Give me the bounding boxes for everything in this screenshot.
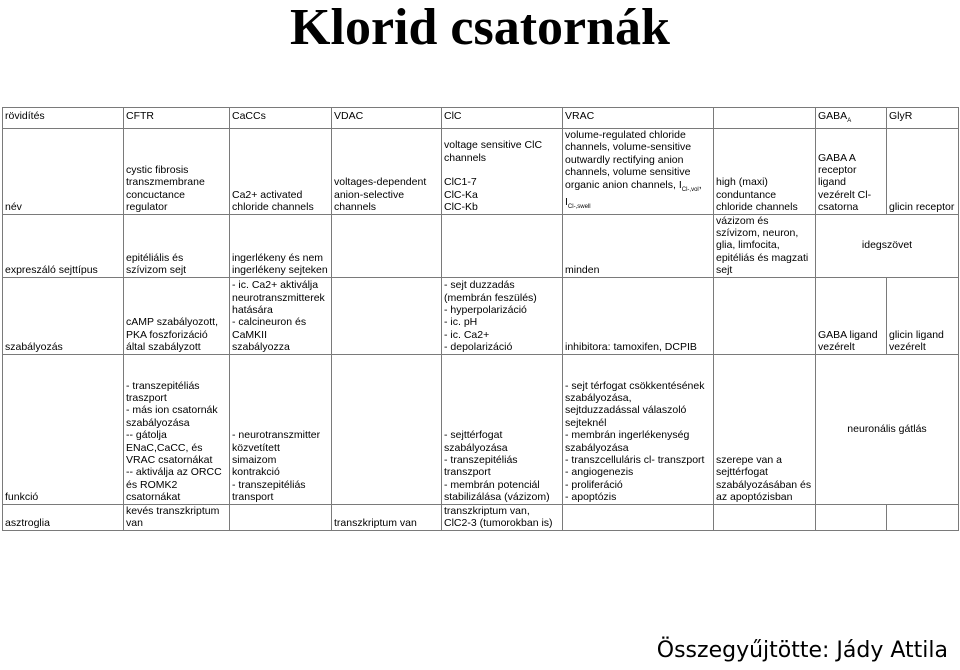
cell-vrac: - sejt térfogat csökkentésének szabályozása, sejtduzzadással válaszoló sejteknél - membrán ingerlékenység szabályozása - transzcelluláris cl- transzport - angiogenezis - proliferáció - apoptózis [563,354,714,504]
vrac-sub-swell: Cl-,swell [567,204,591,211]
author-credit: Összegyűjtötte: Jády Attila [656,638,948,663]
cell-clc: - sejt duzzadás (membrán feszülés) - hyperpolarizáció - ic. pH - ic. Ca2+ - depolarizáció [442,277,563,354]
header-empty [714,108,816,129]
cell-caccs: - neurotranszmitter közvetített simaizom kontrakció - transzepitéliás transport [230,354,332,504]
cell-gaba: GABA A receptor ligand vezérelt Cl- csatorna [816,129,887,215]
cell-cftr: cAMP szabályozott, PKA foszforizáció által szabályzott [124,277,230,354]
vrac-name: volume-regulated chloride channels, volume-sensitive outwardly rectifying anion channels, volume sensitive organic anion channels, I [565,129,692,191]
cell-gaba: GABA ligand vezérelt [816,277,887,354]
cell-vdac [332,277,442,354]
cell-cftr: cystic fibrosis transzmembrane concuctance regulator [124,129,230,215]
cell-maxi: szerepe van a sejttérfogat szabályozásában és az apoptózisban [714,354,816,504]
row-label: asztroglia [3,504,124,530]
vrac-sub-vol: Cl-,vol [681,186,699,193]
cell-caccs: - ic. Ca2+ aktiválja neurotranszmitterek hatására - calcineuron és CaMKII szabályozza [230,277,332,354]
header-clc: ClC [442,108,563,129]
cell-vrac [563,129,714,215]
cell-glyr [887,504,959,530]
gaba-label: GABA [818,110,848,122]
cell-gaba [816,504,887,530]
vrac-name-tail: , I [565,178,702,209]
cell-gaba-glyr: idegszövet [816,214,959,277]
cell-gaba-glyr: neuronális gátlás [816,354,959,504]
page-title: Klorid csatornák [290,0,670,56]
cell-vdac [332,354,442,504]
table-row-expr [3,214,959,277]
cell-vdac: transzkriptum van [332,504,442,530]
cell-clc [442,214,563,277]
header-rovidites: rövidítés [3,108,124,129]
cell-maxi [714,277,816,354]
header-glyr: GlyR [887,108,959,129]
header-caccs: CaCCs [230,108,332,129]
cell-vdac [332,214,442,277]
cell-caccs: Ca2+ activated chloride channels [230,129,332,215]
header-row [3,108,959,129]
chloride-channel-table [2,107,959,531]
cell-cftr: epitéliális és szívizom sejt [124,214,230,277]
cell-clc: - sejttérfogat szabályozása - transzepitéliás transzport - membrán potenciál stabilizálása (vázizom) [442,354,563,504]
table-row-funk [3,354,959,504]
cell-cftr: kevés transzkriptum van [124,504,230,530]
cell-vrac: minden [563,214,714,277]
row-label: funkció [3,354,124,504]
cell-glyr: glicin ligand vezérelt [887,277,959,354]
cell-vrac: inhibitora: tamoxifen, DCPIB [563,277,714,354]
cell-glyr: glicin receptor [887,129,959,215]
row-label: név [3,129,124,215]
header-vdac: VDAC [332,108,442,129]
cell-clc: transzkriptum van, ClC2-3 (tumorokban is) [442,504,563,530]
cell-vdac: voltages-dependent anion-selective channels [332,129,442,215]
cell-cftr: - transzepitéliás traszport - más ion csatornák szabályozása -- gátolja ENaC,CaCC, és VRAC csatornákat -- aktiválja az ORCC és ROMK2 csatornákat [124,354,230,504]
header-gaba [816,108,887,129]
cell-maxi: vázizom és szívizom, neuron, glia, limfocita, epitéliás és magzati sejt [714,214,816,277]
cell-caccs [230,504,332,530]
table-row-nev [3,129,959,215]
table-row-astro [3,504,959,530]
table-row-szab [3,277,959,354]
row-label: expreszáló sejttípus [3,214,124,277]
gaba-subscript: A [847,118,852,125]
header-vrac: VRAC [563,108,714,129]
row-label: szabályozás [3,277,124,354]
header-cftr: CFTR [124,108,230,129]
cell-caccs: ingerlékeny és nem ingerlékeny sejteken [230,214,332,277]
cell-maxi [714,504,816,530]
cell-maxi: high (maxi) conduntance chloride channels [714,129,816,215]
cell-clc: voltage sensitive ClC channels ClC1-7 ClC-Ka ClC-Kb [442,129,563,215]
cell-vrac [563,504,714,530]
